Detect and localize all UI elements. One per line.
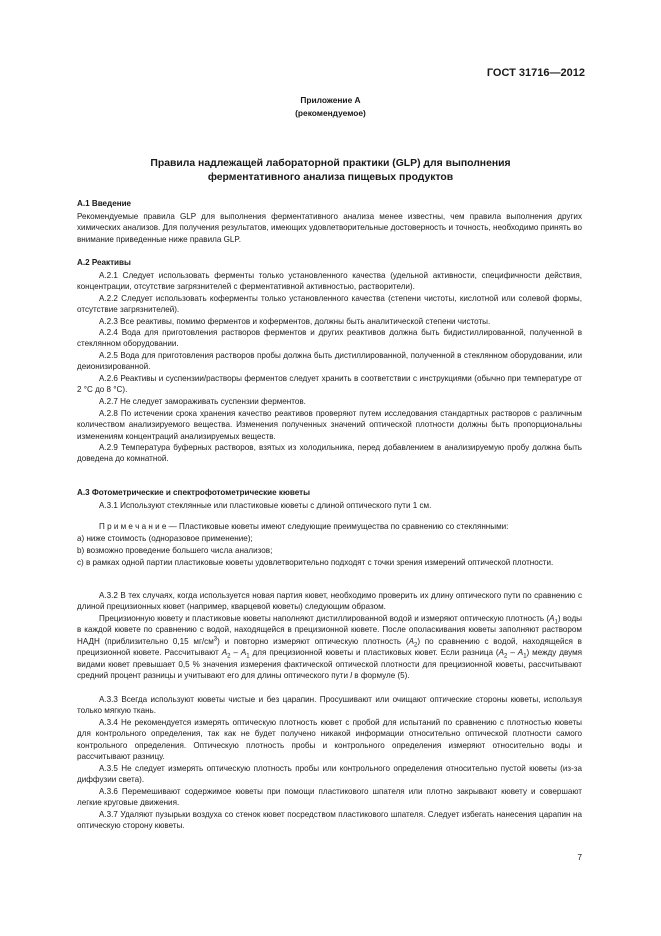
clause-a3-3: А.3.3 Всегда используют кюветы чистые и без царапин. Просушивают или очищают оптические стороны кюветы, используя только мягкую ткань. xyxy=(77,695,582,716)
standard-number: ГОСТ 31716—2012 xyxy=(486,67,585,79)
clause-a2-4: А.2.4 Вода для приготовления растворов ферментов и других реактивов должна быть бидистиллированной, полученной в стеклянном оборудовании. xyxy=(77,328,582,349)
clause-a2-5: А.2.5 Вода для приготовления растворов пробы должна быть дистиллированной, полученной в стеклянном оборудовании, или деионизированной. xyxy=(77,351,582,372)
clause-a3-7: А.3.7 Удаляют пузырьки воздуха со стенок кювет посредством пластикового шпателя. Следует избегать нанесения царапин на оптическую сторону кюветы. xyxy=(77,810,582,831)
note-item-a: а) ниже стоимость (одноразовое применение); xyxy=(77,534,253,543)
clause-a3-2-method: Прецизионную кювету и пластиковые кюветы наполняют дистиллированной водой и измеряют оптическую плотность $(A_1)$ воды в каждой кювете по сравнению с водой, находящейся в прецизионной кювете. После ополаскивания кюветы заполняют раствором НАДН (приблизительно 0,15 $мг/см^3$) и повторно измеряют оптическую плотность $(A_2)$ по сравнению с водой, находящейся в прецизионной кювете. Рассчитывают $A_2 - A_1$ для прецизионной кюветы и пластиковых кювет. Если разница $(A_2 - A_1)$ между двумя видами кювет превышает 0,5 % значения измерения фактической оптической плотности для прецизионной кюветы, рассчитывают средний процент разницы и учитывают его для длины оптического пути l в формуле (5). xyxy=(77,614,583,681)
page-number: 7 xyxy=(577,852,582,862)
clause-a3-1: А.3.1 Используют стеклянные или пластиковые кюветы с длиной оптического пути 1 см. xyxy=(99,501,432,510)
clause-a2-8: А.2.8 По истечении срока хранения качество реактивов проверяют путем исследования стандартных растворов с различным количеством анализируемого вещества. Изменения полученных значений оптической плотности должны быть пропорциональны изменениям концентраций анализируемых веществ. xyxy=(77,409,582,441)
document-title-line-2: ферментативного анализа пищевых продуктов xyxy=(207,172,454,183)
note-text: Пластиковые кюветы имеют следующие преимущества по сравнению со стеклянными: xyxy=(176,522,509,531)
clause-a3-5: А.3.5 Не следует измерять оптическую плотность пробы или контрольного определения относительно пустой кюветы (из-за диффузии света). xyxy=(77,764,582,785)
section-a3-heading: А.3 Фотометрические и спектрофотометрические кюветы xyxy=(77,488,310,497)
note-item-b: b) возможно проведение большего числа анализов; xyxy=(77,546,273,555)
clause-a3-6: А.3.6 Перемешивают содержимое кюветы при помощи пластикового шпателя или плотно закрывают кювету и совершают легкие круговые движения. xyxy=(77,787,582,808)
clause-a2-7: А.2.7 Не следует замораживать суспензии ферментов. xyxy=(99,397,306,406)
section-a1-heading: А.1 Введение xyxy=(77,199,132,208)
note-intro xyxy=(77,521,582,532)
clause-a3-2: А.3.2 В тех случаях, когда используется новая партия кювет, необходимо проверить их длину оптического пути по сравнению с длиной прецизионных кювет (например, кварцевой кюветы) следующим образом. xyxy=(77,591,582,612)
clause-a2-2: А.2.2 Следует использовать коферменты только установленного качества (степени чистоты, кислотной или солевой формы, отсутствие загрязнителей). xyxy=(77,294,582,315)
clause-a2-6: А.2.6 Реактивы и суспензии/растворы ферментов следует хранить в соответствии с инструкциями (обычно при температуре от 2 °С до 8 °С). xyxy=(77,374,582,395)
section-a1-paragraph: Рекомендуемые правила GLP для выполнения ферментативного анализа менее известны, чем правила выполнения других химических анализов. Для получения результатов, имеющих удовлетворительные достоверность и точность, необходимо принять во внимание приведенные ниже правила GLP. xyxy=(77,212,582,244)
clause-a2-1: А.2.1 Следует использовать ферменты только установленного качества (удельной активности, специфичности действия, концентрации, отсутствие загрязнителей с ферментативной активностью, растворители). xyxy=(77,271,582,292)
section-a2-heading: А.2 Реактивы xyxy=(77,258,131,267)
document-title-line-1: Правила надлежащей лабораторной практики (GLP) для выполнения xyxy=(150,158,511,169)
note-label: П р и м е ч а н и е — xyxy=(99,522,177,531)
clause-a2-3: А.2.3 Все реактивы, помимо ферментов и коферментов, должны быть аналитической степени чистоты. xyxy=(99,317,491,326)
appendix-label: Приложение А xyxy=(300,95,361,105)
clause-a3-4: А.3.4 Не рекомендуется измерять оптическую плотность кювет с пробой для испытаний по сравнению с плотностью кюветы для контрольного определения, так как не будет получено никакой информации относительно оптической плотности самого контрольного определения. Оптическую плотность пробы и контрольного определения измеряют относительно воды и рассчитывают разницу. xyxy=(77,718,582,762)
appendix-type: (рекомендуемое) xyxy=(295,108,366,118)
clause-a2-9: А.2.9 Температура буферных растворов, взятых из холодильника, перед добавлением в анализируемую пробу должна быть доведена до комнатной. xyxy=(77,443,582,464)
note-item-c: с) в рамках одной партии пластиковые кюветы удовлетворительно подходят с точки зрения измерений оптической плотности. xyxy=(77,558,554,567)
